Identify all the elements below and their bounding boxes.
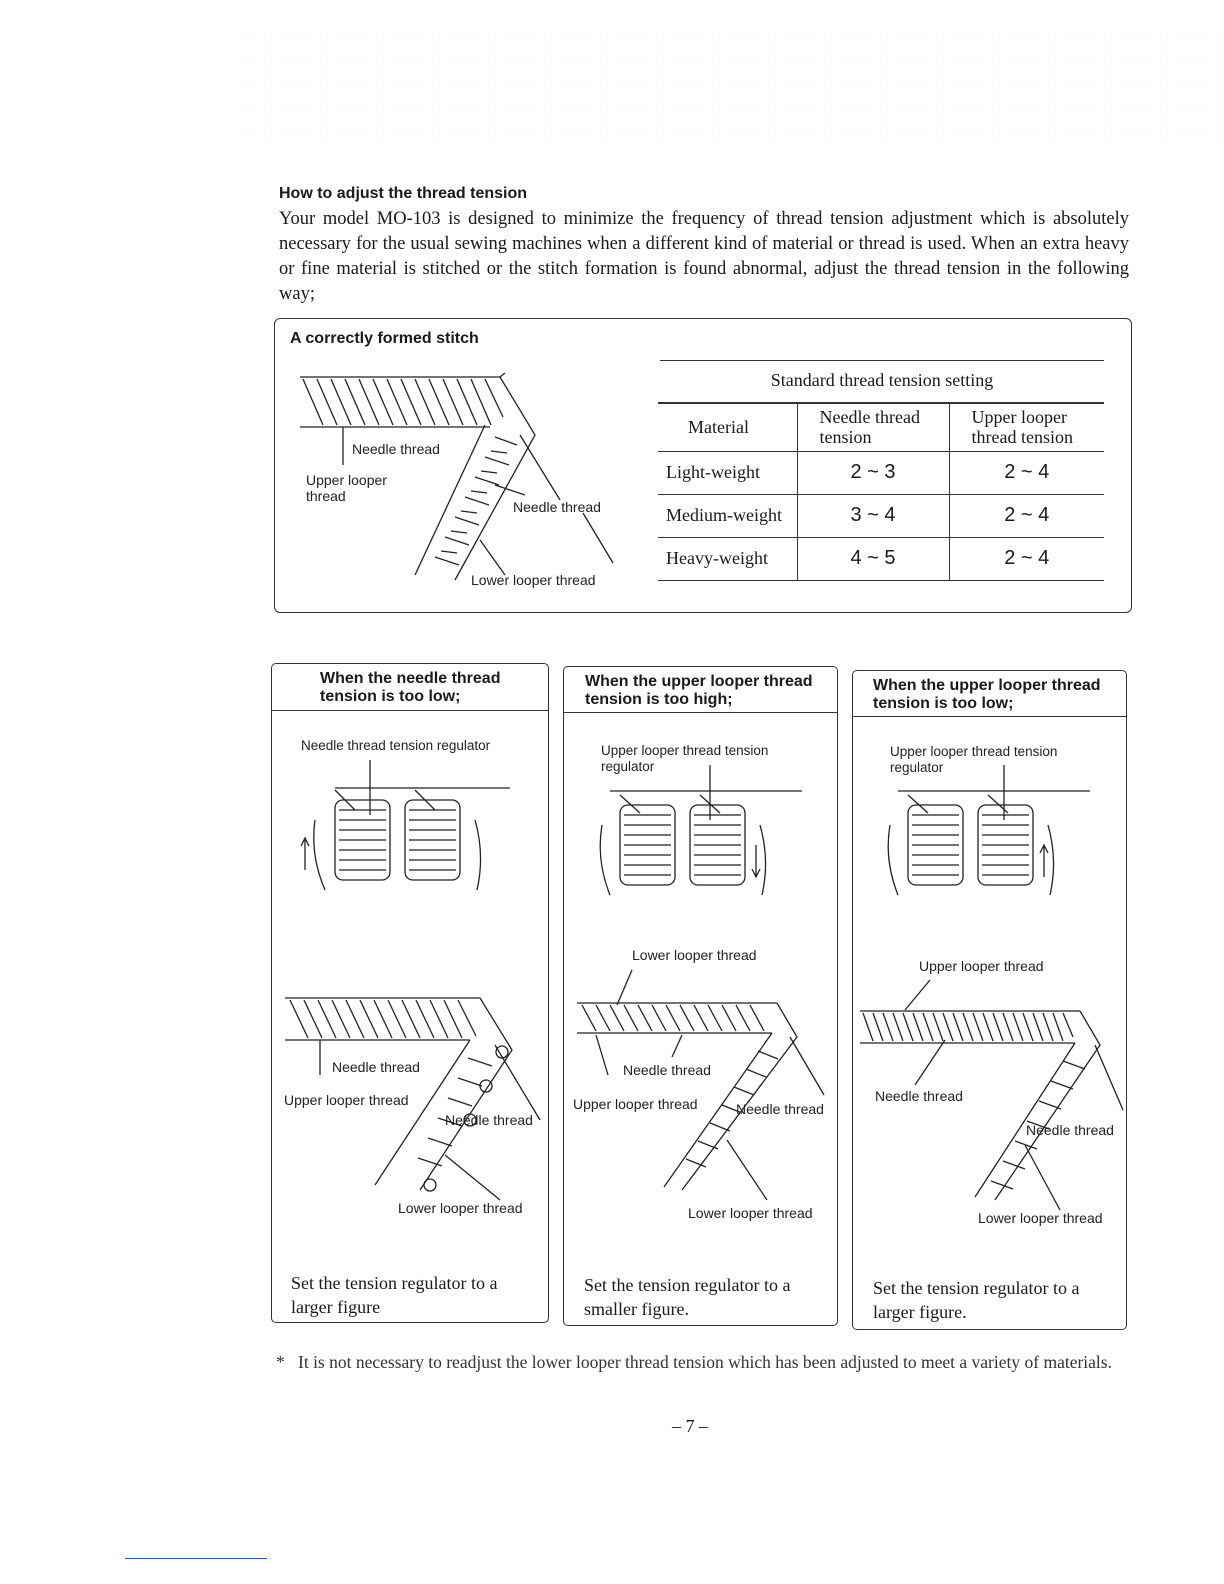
table-row bbox=[658, 451, 1104, 494]
table-header-row bbox=[658, 403, 1104, 451]
panel-instruction: Set the tension regulator to a larger figure bbox=[291, 1273, 498, 1317]
panel-instruction: Set the tension regulator to a smaller figure. bbox=[584, 1275, 791, 1319]
intro-paragraph: Your model MO-103 is designed to minimize the frequency of thread tension adjustment which is absolutely necessary for the usual sewing machines when a different kind of material or thread is used. When an extra heavy or fine material is stitched or the stitch formation is found abnormal, adjust the thread tension in the following way; bbox=[279, 209, 1129, 304]
scan-edge-line bbox=[125, 1558, 267, 1559]
panel-title-rule bbox=[564, 712, 837, 713]
needle-thread-label-2: Needle thread bbox=[513, 499, 601, 515]
upper-looper-label: Upper looper thread bbox=[306, 472, 387, 504]
page-number: – 7 – bbox=[672, 1416, 708, 1436]
tension-dial-illustration bbox=[878, 765, 1098, 905]
correct-stitch-title: A correctly formed stitch bbox=[290, 330, 479, 347]
panel-title-rule bbox=[272, 710, 548, 711]
scan-speckle bbox=[240, 30, 1220, 145]
tension-table bbox=[658, 402, 1104, 581]
table-cell: 2 ~ 4 bbox=[949, 494, 1104, 537]
table-cell: Heavy-weight bbox=[658, 537, 797, 580]
table-cell: Medium-weight bbox=[658, 494, 797, 537]
needle-thread-label: Needle thread bbox=[623, 1062, 711, 1078]
table-cell: 4 ~ 5 bbox=[797, 537, 949, 580]
table-cell: 2 ~ 4 bbox=[949, 451, 1104, 494]
tension-dial-illustration bbox=[590, 765, 810, 905]
panel-title-rule bbox=[853, 716, 1126, 717]
table-cell: 2 ~ 3 bbox=[797, 451, 949, 494]
footnote bbox=[276, 1350, 1136, 1374]
regulator-label: Needle thread tension regulator bbox=[301, 738, 491, 753]
upper-looper-thread-label: Upper looper thread bbox=[284, 1092, 409, 1108]
table-header-cell: Material bbox=[658, 403, 797, 451]
needle-thread-label-1: Needle thread bbox=[352, 441, 440, 457]
panel-instruction: Set the tension regulator to a larger figure. bbox=[873, 1278, 1080, 1322]
regulator-label: Upper looper thread tension regulator bbox=[890, 744, 1058, 775]
panel-title: When the needle thread tension is too low; bbox=[320, 670, 501, 705]
table-cell: 3 ~ 4 bbox=[797, 494, 949, 537]
table-row bbox=[658, 537, 1104, 580]
tight-upper-looper-stitch-illustration bbox=[572, 965, 834, 1205]
table-header-cell: Needle thread tension bbox=[797, 403, 949, 451]
upper-looper-thread-label: Upper looper thread bbox=[919, 958, 1044, 974]
needle-thread-label: Needle thread bbox=[332, 1059, 420, 1075]
section-heading: How to adjust the thread tension bbox=[279, 185, 528, 202]
table-caption: Standard thread tension setting bbox=[770, 370, 994, 390]
needle-thread-label: Needle thread bbox=[736, 1101, 824, 1117]
lower-looper-thread-label: Lower looper thread bbox=[632, 947, 757, 963]
lower-looper-thread-label: Lower looper thread bbox=[978, 1210, 1103, 1226]
footnote-text: It is not necessary to readjust the lower looper thread tension which has been adjusted to meet a variety of materials. bbox=[298, 1352, 1112, 1372]
lower-looper-label: Lower looper thread bbox=[471, 572, 596, 588]
table-cell: 2 ~ 4 bbox=[949, 537, 1104, 580]
table-header-cell: Upper looper thread tension bbox=[949, 403, 1104, 451]
footnote-mark: * bbox=[276, 1352, 285, 1372]
lower-looper-thread-label: Lower looper thread bbox=[688, 1205, 813, 1221]
panel-title: When the upper looper thread tension is too low; bbox=[873, 677, 1101, 712]
needle-thread-label: Needle thread bbox=[875, 1088, 963, 1104]
tension-dial-illustration bbox=[295, 760, 515, 900]
table-row bbox=[658, 494, 1104, 537]
upper-looper-thread-label: Upper looper thread bbox=[573, 1096, 698, 1112]
lower-looper-thread-label: Lower looper thread bbox=[398, 1200, 523, 1216]
regulator-label: Upper looper thread tension regulator bbox=[601, 743, 769, 774]
table-cell: Light-weight bbox=[658, 451, 797, 494]
panel-title: When the upper looper thread tension is too high; bbox=[585, 673, 813, 708]
table-top-rule bbox=[660, 360, 1104, 361]
needle-thread-label: Needle thread bbox=[1026, 1122, 1114, 1138]
needle-thread-label: Needle thread bbox=[445, 1112, 533, 1128]
